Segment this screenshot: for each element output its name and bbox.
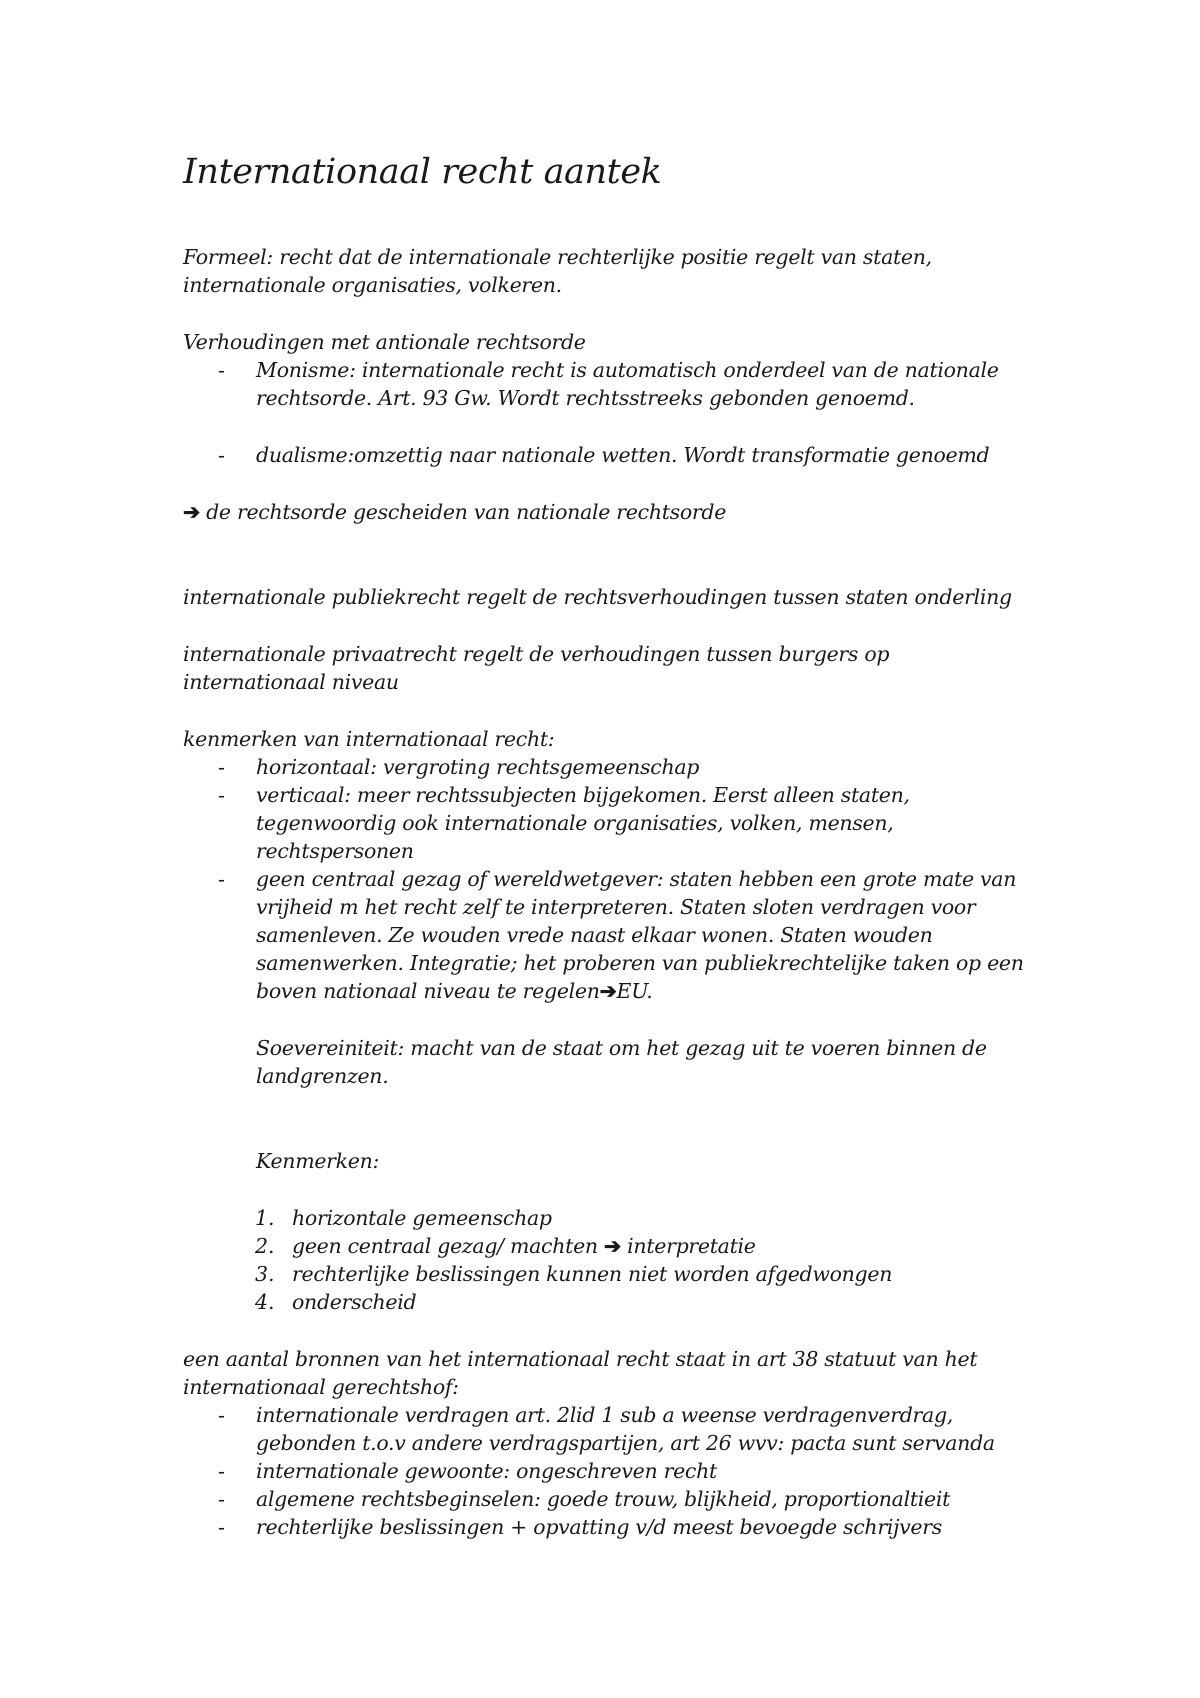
bron-item-4: rechterlijke beslissingen + opvatting v/d meest bevoegde schrijvers [256,1515,942,1539]
dualisme-line: dualisme:omzettig naar nationale wetten. Wordt transformatie genoemd [256,443,990,467]
bullet-dash: - [218,1459,225,1483]
gezag-line-3: samenleven. Ze wouden vrede naast elkaar wonen. Staten wouden [256,923,933,947]
list-number: 1. [255,1206,275,1230]
numbered-item-2-after: interpretatie [627,1234,756,1258]
gezag-line-4: samenwerken. Integratie; het proberen van publiekrechtelijke taken op een [256,951,1024,975]
verhoudingen-heading: Verhoudingen met antionale rechtsorde [183,330,586,354]
monisme-line-2: rechtsorde. Art. 93 Gw. Wordt rechtsstreeks gebonden genoemd. [256,386,915,410]
bullet-dash: - [218,1487,225,1511]
list-number: 2. [255,1234,275,1258]
publiekrecht-line: internationale publiekrecht regelt de rechtsverhoudingen tussen staten onderling [183,585,1012,609]
list-number: 4. [255,1290,275,1314]
bron-item-3: algemene rechtsbeginselen: goede trouw, blijkheid, proportionaltieit [256,1487,951,1511]
arrow-right-icon: ➔ [599,979,617,1003]
document-title: Internationaal recht aantek [183,152,662,192]
soevereiniteit-line-1: Soevereiniteit: macht van de staat om het gezag uit te voeren binnen de [256,1036,987,1060]
kenmerken-subheading: Kenmerken: [256,1149,380,1173]
bron-item-2: internationale gewoonte: ongeschreven recht [256,1459,717,1483]
gezag-line-2: vrijheid m het recht zelf te interpreteren. Staten sloten verdragen voor [256,895,976,919]
soevereiniteit-line-2: landgrenzen. [256,1064,389,1088]
bullet-dash: - [218,867,225,891]
verticaal-line-2: tegenwoordig ook internationale organisaties, volken, mensen, [256,811,894,835]
numbered-item-3: rechterlijke beslissingen kunnen niet worden afgedwongen [292,1262,893,1286]
numbered-item-2 [292,1232,756,1260]
bullet-dash: - [218,358,225,382]
bullet-dash: - [218,783,225,807]
gezag-line-1: geen centraal gezag of wereldwetgever: staten hebben een grote mate van [256,867,1017,891]
numbered-item-4: onderscheid [292,1290,417,1314]
bronnen-intro-line-2: internationaal gerechtshof: [183,1375,459,1399]
bron-item-1-line-1: internationale verdragen art. 2lid 1 sub a weense verdragenverdrag, [256,1403,953,1427]
arrow-right-icon: ➔ [604,1234,621,1258]
bullet-dash: - [218,755,225,779]
verticaal-line-1: verticaal: meer rechtssubjecten bijgekomen. Eerst alleen staten, [256,783,910,807]
verticaal-line-3: rechtspersonen [256,839,414,863]
bronnen-intro-line-1: een aantal bronnen van het internationaal recht staat in art 38 statuut van het [183,1347,978,1371]
intro-line-2: internationale organisaties, volkeren. [183,273,562,297]
bullet-dash: - [218,1403,225,1427]
horizontaal-line: horizontaal: vergroting rechtsgemeenschap [256,755,700,779]
arrow-line [183,498,726,526]
arrow-line-text: de rechtsorde gescheiden van nationale rechtsorde [206,500,727,524]
gezag-line-5-end: EU. [616,979,653,1003]
numbered-item-1: horizontale gemeenschap [292,1206,552,1230]
bullet-dash: - [218,443,225,467]
gezag-line-5-text: boven nationaal niveau te regelen [256,979,600,1003]
intro-line-1: Formeel: recht dat de internationale rechterlijke positie regelt van staten, [183,245,932,269]
arrow-right-icon: ➔ [183,500,200,524]
bron-item-1-line-2: gebonden t.o.v andere verdragspartijen, art 26 wvv: pacta sunt servanda [256,1431,995,1455]
numbered-item-2-text: geen centraal gezag/ machten [292,1234,598,1258]
gezag-line-5 [256,977,653,1005]
monisme-line-1: Monisme: internationale recht is automatisch onderdeel van de nationale [256,358,999,382]
bullet-dash: - [218,1515,225,1539]
kenmerken-heading: kenmerken van internationaal recht: [183,727,555,751]
privaatrecht-line-2: internationaal niveau [183,670,399,694]
list-number: 3. [255,1262,275,1286]
privaatrecht-line-1: internationale privaatrecht regelt de verhoudingen tussen burgers op [183,642,890,666]
